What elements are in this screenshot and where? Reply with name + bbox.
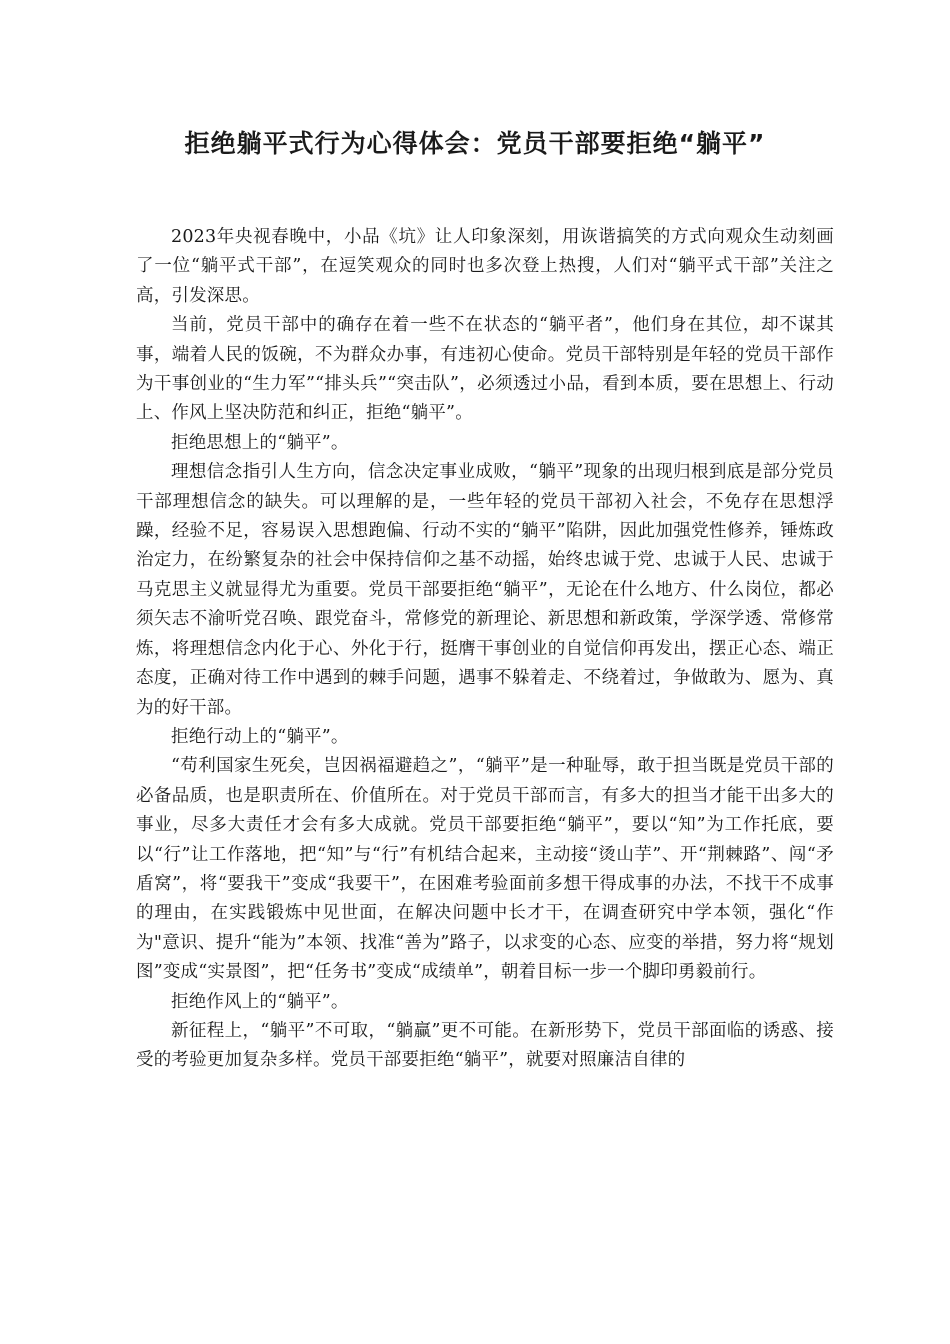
document-body [136, 223, 834, 1076]
section-heading-action: 拒绝行动上的“躺平”。 [171, 726, 349, 747]
paragraph-action: “苟利国家生死矣，岂因祸福避趋之”，“躺平”是一种耻辱，敢于担当既是党员干部的必备品质，也是职责所在、价值所在。对于党员干部而言，有多大的担当才能干出多大的事业，尽多大责任才会有多大成就。党员干部要拒绝“躺平”，要以“知”为工作托底，要以“行”让工作落地，把“知”与“行”有机结合起来，主动接“烫山芋”、开“荆棘路”、闯“矛盾窝”，将“要我干”变成“我要干”，在困难考验面前多想干得成事的办法，不找干不成事的理由，在实践锻炼中见世面，在解决问题中长才干，在调查研究中学本领，强化“作为"意识、提升“能为”本领、找准“善为”路子，以求变的心态、应变的举措，努力将“规划图”变成“实景图”，把“任务书”变成“成绩单”，朝着目标一步一个脚印勇毅前行。 [136, 756, 834, 983]
paragraph-style: 新征程上，“躺平”不可取，“躺赢”更不可能。在新形势下，党员干部面临的诱惑、接受的考验更加复杂多样。党员干部要拒绝“躺平”，就要对照廉洁自律的 [136, 1020, 834, 1071]
section-heading-thought: 拒绝思想上的“躺平”。 [171, 432, 349, 453]
paragraph-thought: 理想信念指引人生方向，信念决定事业成败，“躺平”现象的出现归根到底是部分党员干部理想信念的缺失。可以理解的是，一些年轻的党员干部初入社会，不免存在思想浮躁，经验不足，容易误入思想跑偏、行动不实的“躺平”陷阱，因此加强党性修养，锤炼政治定力，在纷繁复杂的社会中保持信仰之基不动摇，始终忠诚于党、忠诚于人民、忠诚于马克思主义就显得尤为重要。党员干部要拒绝“躺平”，无论在什么地方、什么岗位，都必须矢志不渝听党召唤、跟党奋斗，常修党的新理论、新思想和新政策，学深学透、常修常炼，将理想信念内化于心、外化于行，挺膺干事创业的自觉信仰再发出，摆正心态、端正态度，正确对待工作中遇到的棘手问题，遇事不躲着走、不绕着过，争做敢为、愿为、真为的好干部。 [136, 462, 834, 718]
paragraph-current-situation: 当前，党员干部中的确存在着一些不在状态的“躺平者”，他们身在其位，却不谋其事，端着人民的饭碗，不为群众办事，有违初心使命。党员干部特别是年轻的党员干部作为干事创业的“生力军”“排头兵”“突击队”，必须透过小品，看到本质，要在思想上、行动上、作风上坚决防范和纠正，拒绝“躺平”。 [136, 315, 834, 424]
paragraph-intro: 2023年央视春晚中，小品《坑》让人印象深刻，用诙谐搞笑的方式向观众生动刻画了一位“躺平式干部”，在逗笑观众的同时也多次登上热搜，人们对“躺平式干部”关注之高，引发深思。 [136, 227, 834, 306]
section-heading-style: 拒绝作风上的“躺平”。 [171, 991, 349, 1012]
document-title: 拒绝躺平式行为心得体会：党员干部要拒绝“躺平” [184, 129, 766, 158]
